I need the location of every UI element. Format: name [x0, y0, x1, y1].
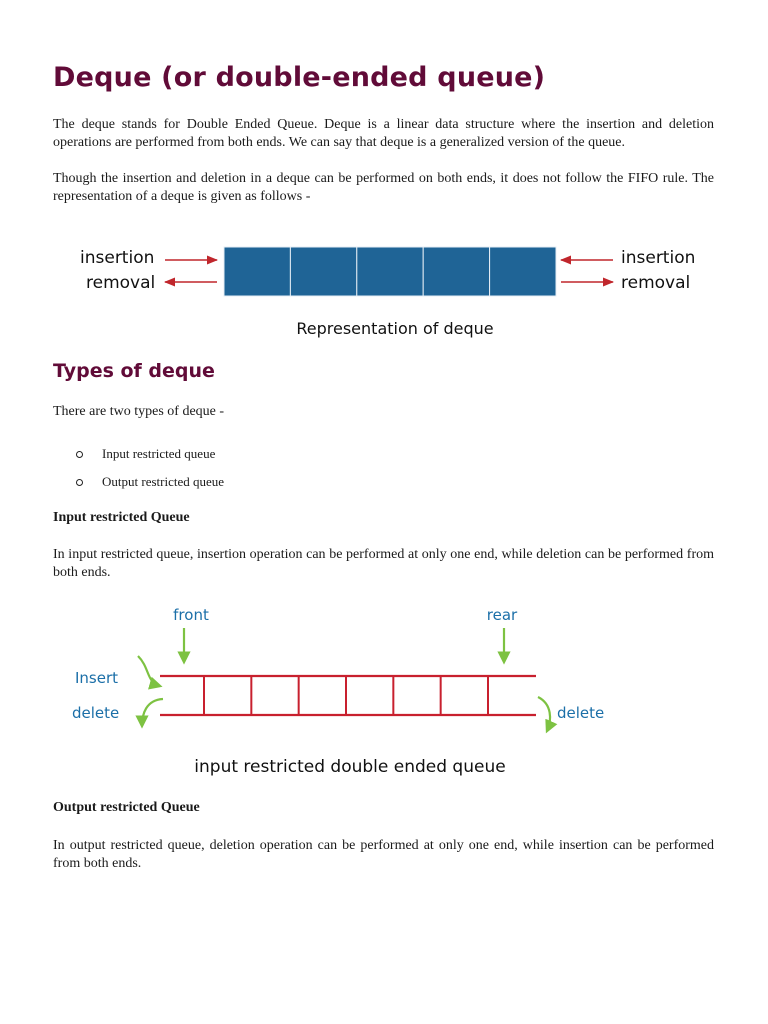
delete-right-label: delete: [557, 704, 605, 722]
deque-cell: [490, 247, 556, 296]
deque-representation-diagram: [0, 230, 768, 350]
deque-cell: [224, 247, 290, 296]
left-removal-label: removal: [86, 273, 156, 293]
intro-paragraph-2: Though the insertion and deletion in a deque can be performed on both ends, it does not follow the FIFO rule. The representation of a deque is given as follows -: [53, 171, 714, 204]
insert-arrow: [138, 656, 160, 686]
bullet-icon: [76, 479, 83, 486]
front-label: front: [173, 606, 209, 624]
input-restricted-text: In input restricted queue, insertion operation can be performed at only one end, while deletion can be performed from both ends.: [53, 547, 714, 580]
rear-label: rear: [486, 606, 518, 624]
types-list: [73, 446, 224, 502]
types-intro: There are two types of deque -: [53, 404, 225, 419]
intro-paragraph-1: The deque stands for Double Ended Queue. Deque is a linear data structure where the insertion and deletion operations are performed from both ends. We can say that deque is a generalized version of the queue.: [53, 117, 714, 150]
output-restricted-text: In output restricted queue, deletion operation can be performed at only one end, while insertion can be performed from both ends.: [53, 838, 714, 871]
figure2-caption: input restricted double ended queue: [194, 757, 506, 777]
queue-structure: [160, 676, 536, 715]
deque-cells: [224, 247, 556, 296]
bullet-icon: [76, 451, 83, 458]
delete-left-arrow: [142, 699, 163, 726]
input-restricted-deque-diagram: [0, 596, 768, 781]
deque-cell: [290, 247, 356, 296]
input-restricted-heading: Input restricted Queue: [53, 510, 190, 525]
left-insertion-label: insertion: [80, 248, 155, 268]
types-heading: Types of deque: [53, 360, 215, 382]
deque-cell: [357, 247, 423, 296]
deque-cell: [423, 247, 489, 296]
right-removal-label: removal: [621, 273, 691, 293]
page-title: Deque (or double-ended queue): [53, 62, 546, 93]
delete-left-label: delete: [72, 704, 120, 722]
list-item: Output restricted queue: [73, 474, 224, 502]
delete-right-arrow: [538, 697, 550, 731]
right-insertion-label: insertion: [621, 248, 696, 268]
figure1-caption: Representation of deque: [296, 319, 494, 338]
list-item: Input restricted queue: [73, 446, 224, 474]
output-restricted-heading: Output restricted Queue: [53, 800, 200, 815]
insert-label: Insert: [75, 669, 119, 687]
